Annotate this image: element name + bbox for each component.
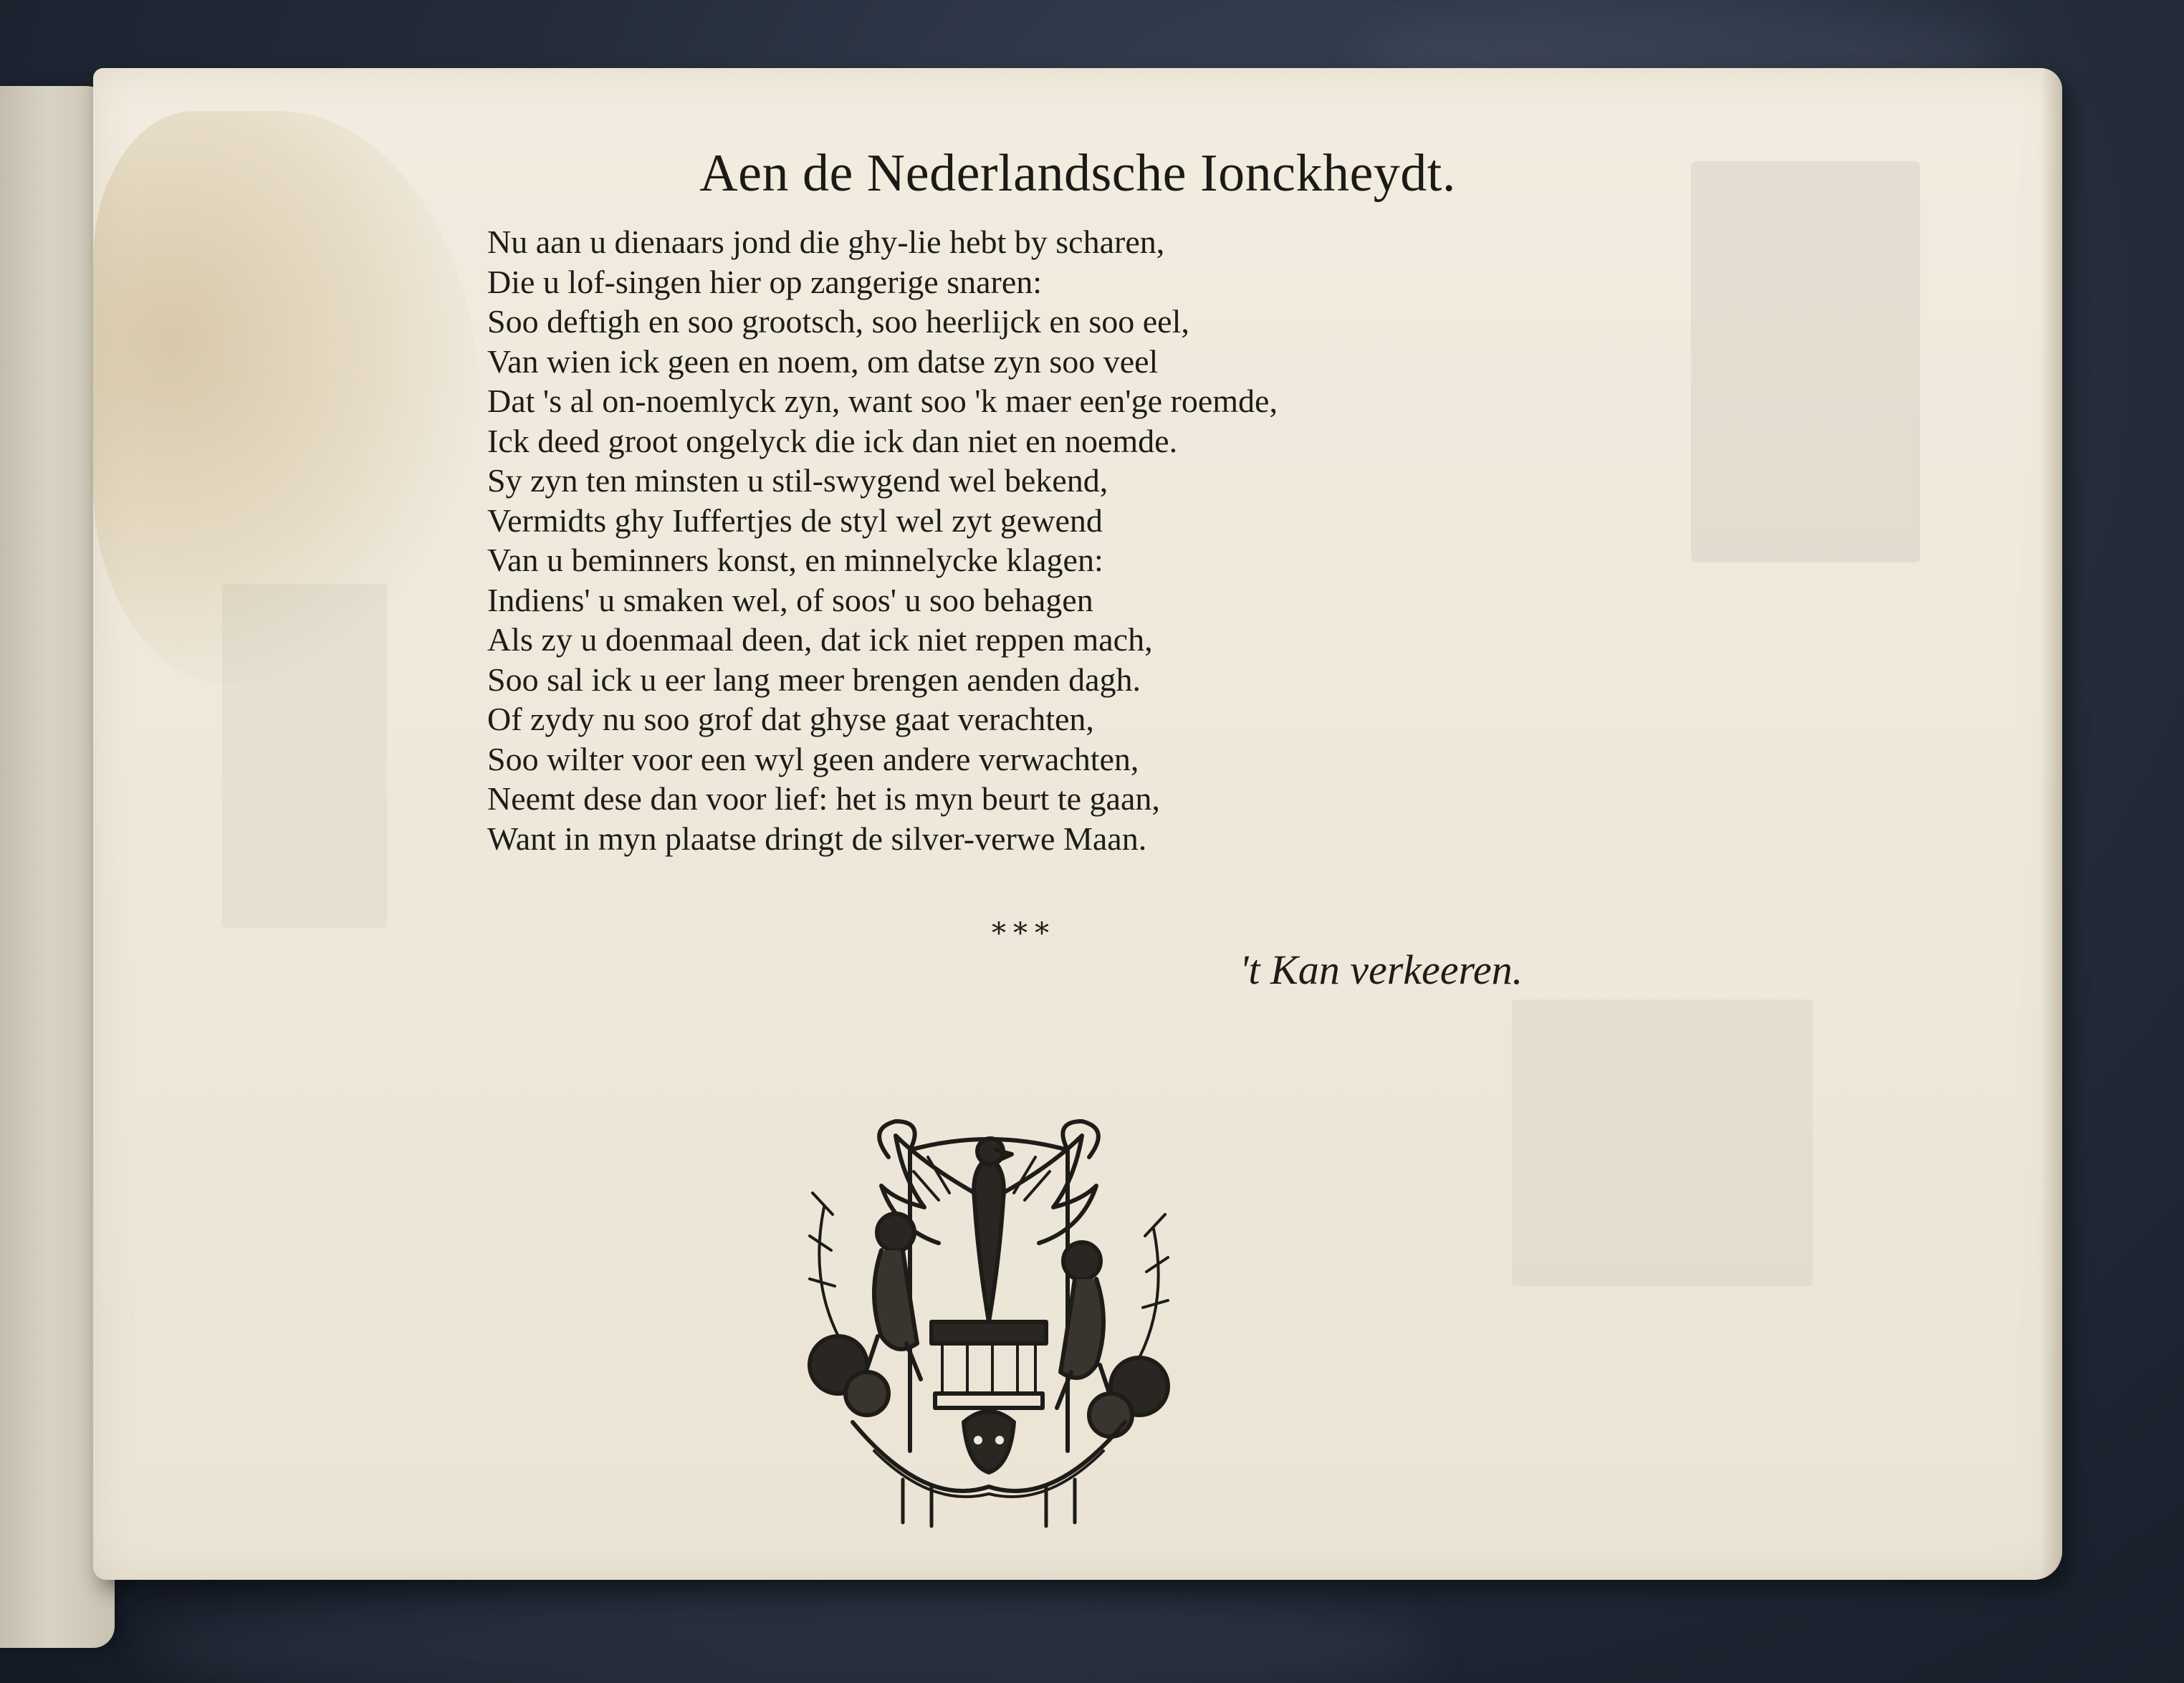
poem-line: Nu aan u dienaars jond die ghy-lie hebt by scharen, — [487, 224, 1165, 260]
poem-line: Dat 's al on-noemlyck zyn, want soo 'k maer een'ge roemde, — [487, 383, 1278, 419]
poem-line: Soo wilter voor een wyl geen andere verwachten, — [487, 740, 1139, 777]
poem-title: Aen de Nederlandsche Ionckheydt. — [699, 144, 1456, 203]
asterism-ornament: *** — [992, 917, 1056, 950]
poem-line: Vermidts ghy Iuffertjes de styl wel zyt gewend — [487, 502, 1103, 539]
poem-line: Als zy u doenmaal deen, dat ick niet reppen mach, — [487, 621, 1153, 658]
poem-line: Soo deftigh en soo grootsch, soo heerlijck en soo eel, — [487, 303, 1189, 340]
poem-line: Van wien ick geen en noem, om datse zyn soo veel — [487, 342, 1159, 380]
cloth-fold — [143, 1591, 1433, 1683]
show-through-initial — [222, 584, 387, 928]
poem-line: Van u beminners konst, en minnelycke klagen: — [487, 542, 1103, 578]
poem-body — [487, 222, 1278, 858]
poem-line: Want in myn plaatse dringt de silver-verwe Maan. — [487, 820, 1147, 857]
motto: 't Kan verkeeren. — [1240, 946, 1523, 993]
poem-line: Indiens' u smaken wel, of soos' u soo behagen — [487, 581, 1093, 618]
poem-line: Neemt dese dan voor lief: het is myn beurt te gaan, — [487, 780, 1160, 817]
poem-line: Sy zyn ten minsten u stil-swygend wel bekend, — [487, 462, 1108, 499]
book-page — [93, 68, 2062, 1580]
poem-line: Of zydy nu soo grof dat ghyse gaat verachten, — [487, 701, 1094, 737]
show-through-initial — [1691, 161, 1920, 562]
poem-line: Soo sal ick u eer lang meer brengen aenden dagh. — [487, 661, 1141, 698]
poem-line: Die u lof-singen hier op zangerige snaren: — [487, 263, 1043, 300]
page-edge — [2041, 68, 2062, 1580]
eagle-cherubs-woodcut-icon — [788, 1107, 1189, 1537]
show-through-initial — [1512, 999, 1813, 1286]
poem-line: Ick deed groot ongelyck die ick dan niet en noemde. — [487, 422, 1178, 459]
